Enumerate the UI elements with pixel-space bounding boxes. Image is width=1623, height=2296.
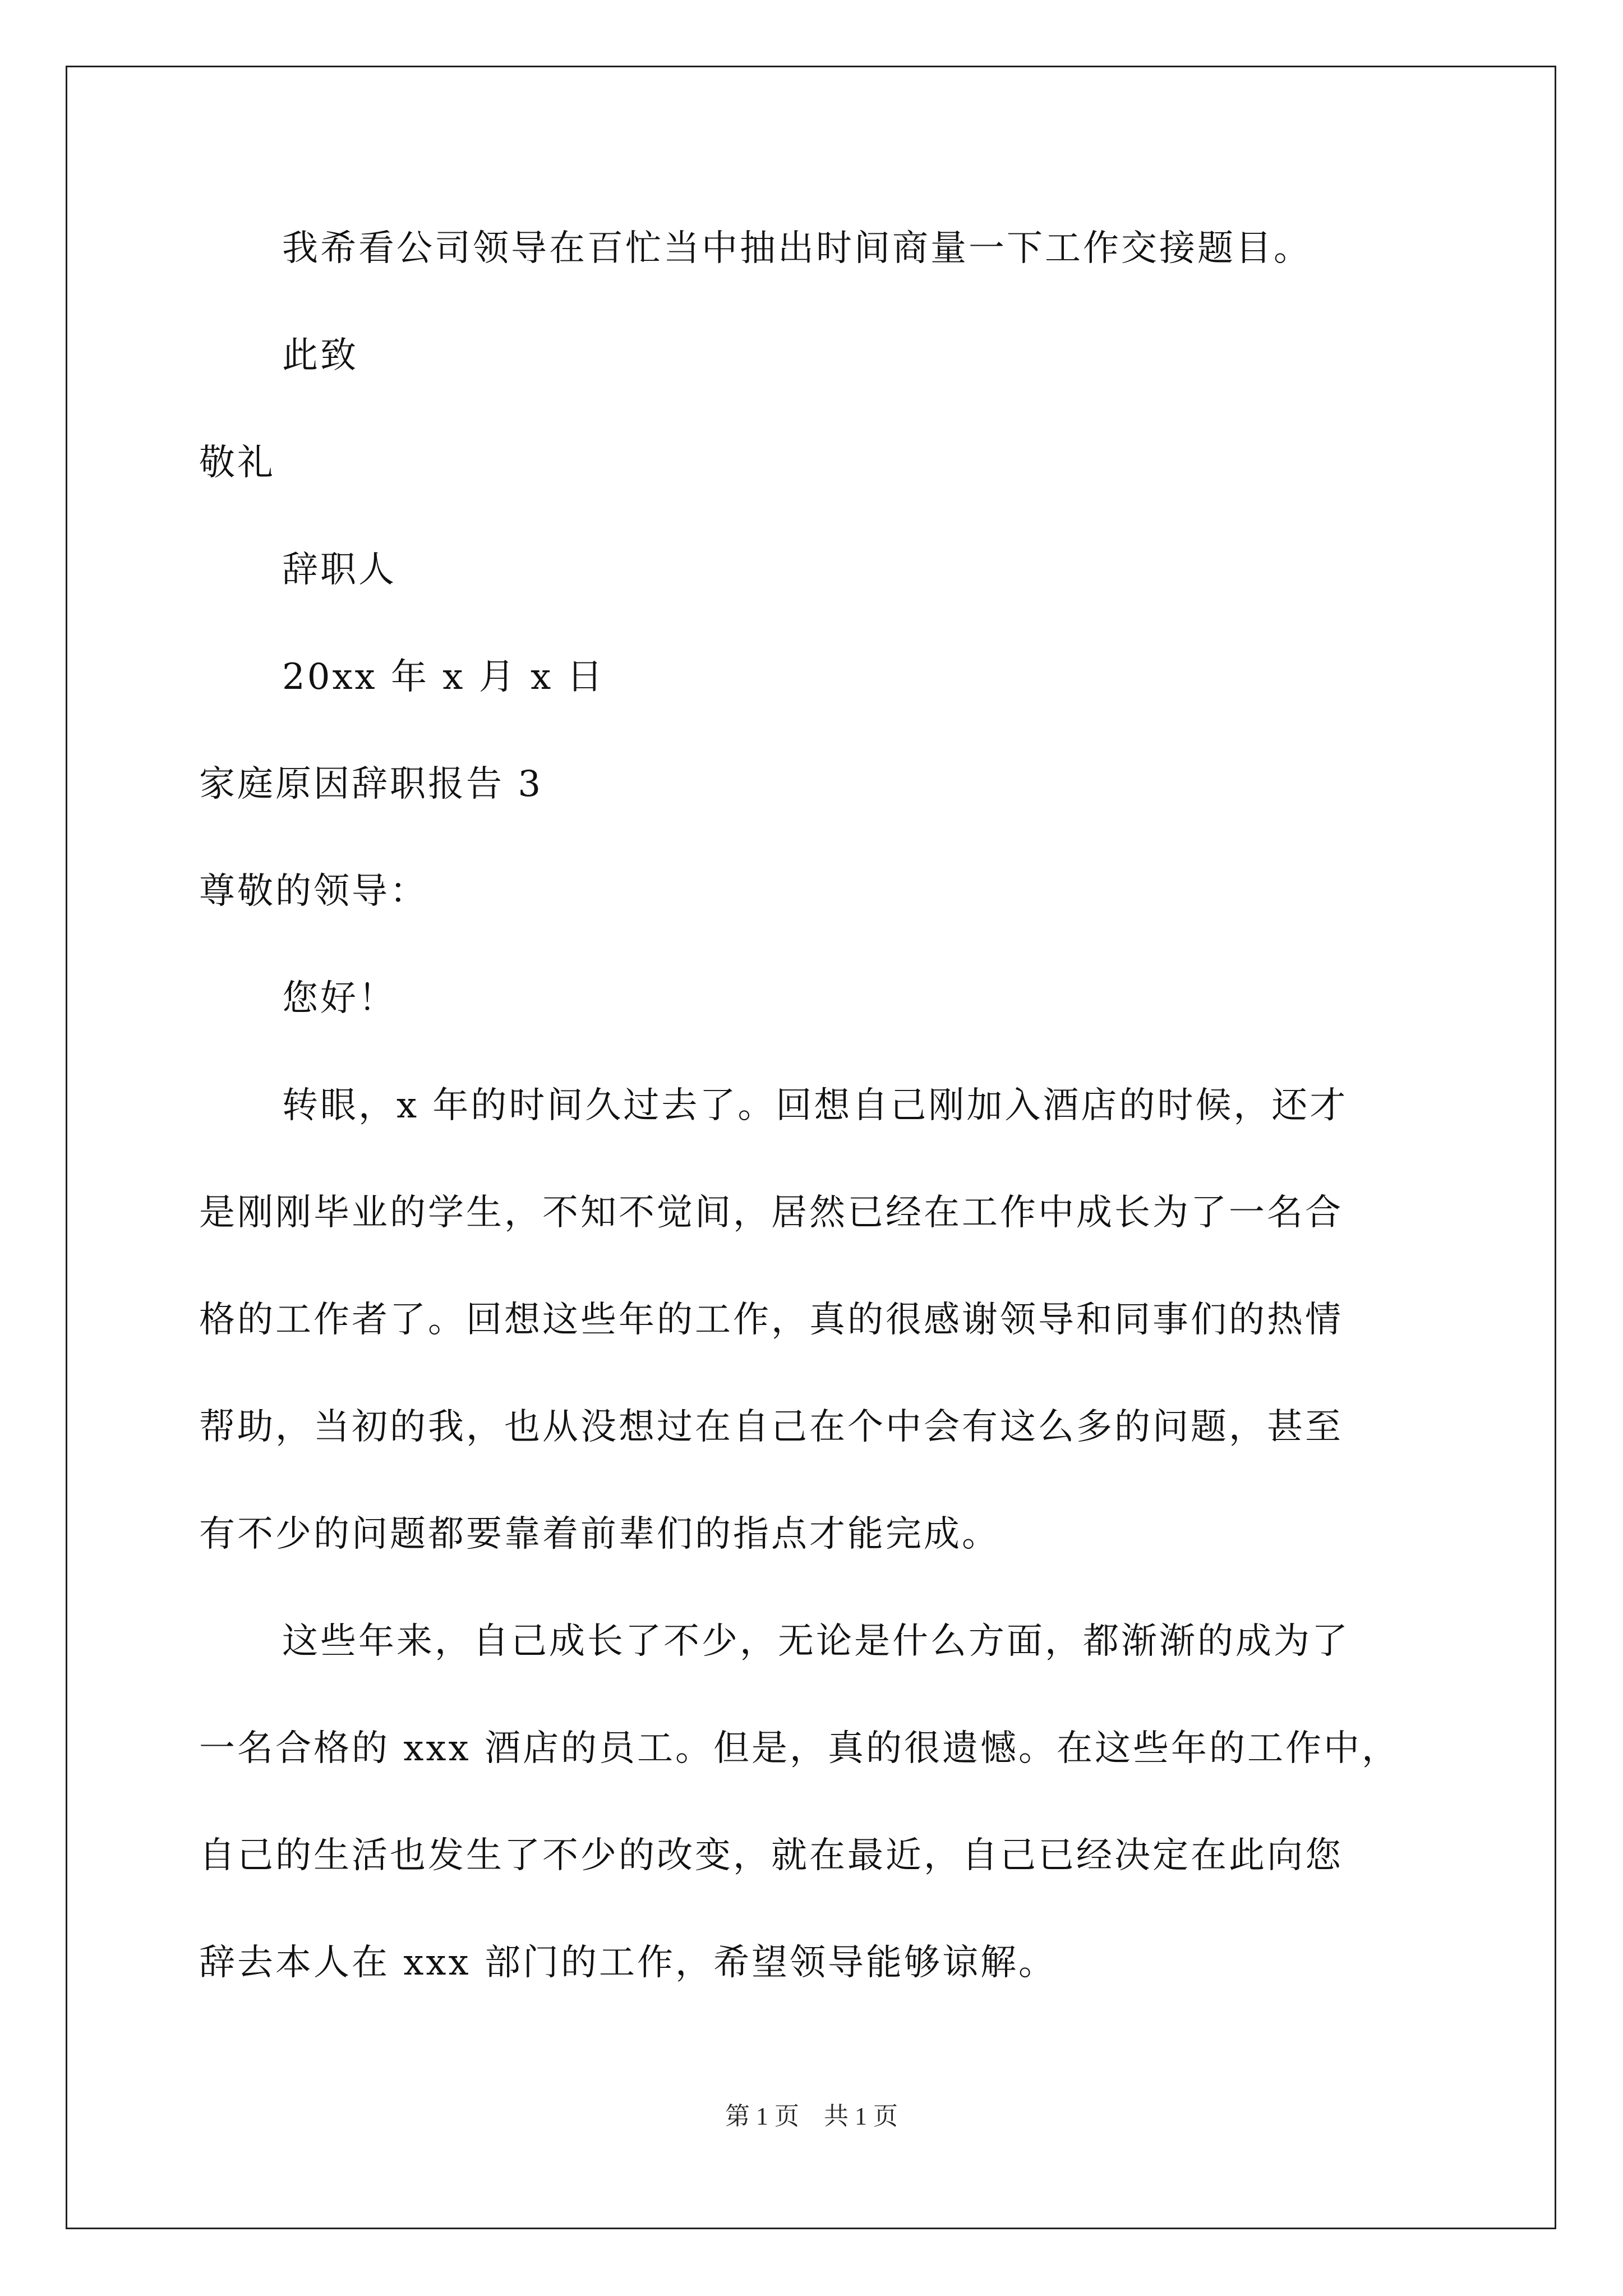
- paragraph-line: 有不少的问题都要靠着前辈们的指点才能完成。: [199, 1513, 1000, 1555]
- greeting-line: 尊敬的领导：: [199, 871, 428, 912]
- paragraph-line: 一名合格的 xxx 酒店的员工。但是，真的很遗憾。在这些年的工作中，: [199, 1728, 1400, 1769]
- date-line: 20xx 年 x 月 x 日: [282, 656, 605, 698]
- paragraph-line: 格的工作者了。回想这些年的工作，真的很感谢领导和同事们的热情: [199, 1299, 1343, 1341]
- signature-line: 辞职人: [282, 549, 396, 591]
- salutation-line: 敬礼: [199, 442, 275, 484]
- greeting-line: 您好！: [282, 978, 396, 1019]
- paragraph-line: 转眼，x 年的时间久过去了。回想自己刚加入酒店的时候，还才: [282, 1085, 1348, 1126]
- paragraph-line: 我希看公司领导在百忙当中抽出时间商量一下工作交接题目。: [282, 228, 1312, 269]
- page-border: [66, 66, 1556, 2229]
- paragraph-line: 自己的生活也发生了不少的改变，就在最近，自己已经决定在此向您: [199, 1835, 1343, 1876]
- page-footer: 第 1 页 共 1 页: [725, 2102, 898, 2130]
- section-title: 家庭原因辞职报告 3: [199, 763, 543, 805]
- paragraph-line: 帮助，当初的我，也从没想过在自己在个中会有这么多的问题，甚至: [199, 1406, 1343, 1448]
- paragraph-line: 辞去本人在 xxx 部门的工作，希望领导能够谅解。: [199, 1942, 1057, 1984]
- paragraph-line: 这些年来，自己成长了不少，无论是什么方面，都渐渐的成为了: [282, 1621, 1350, 1662]
- closing-line: 此致: [282, 335, 358, 376]
- paragraph-line: 是刚刚毕业的学生，不知不觉间，居然已经在工作中成长为了一名合: [199, 1192, 1343, 1234]
